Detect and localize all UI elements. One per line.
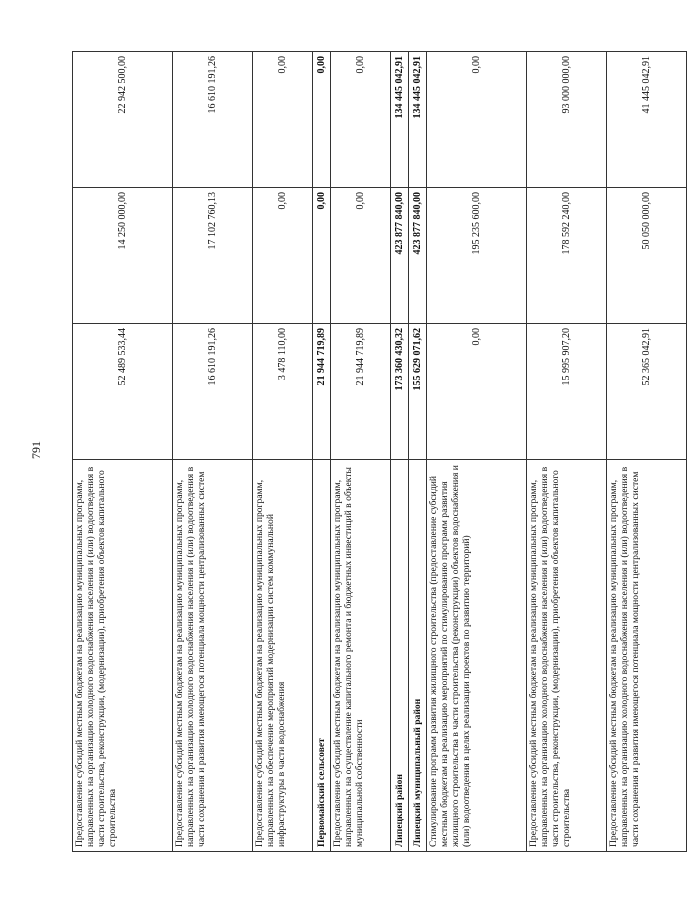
row-name-cell: Предоставление субсидий местным бюджетам на реализацию муниципальных программ, направленных на организацию холодного водоснабжения населения и (или) водоотведения в части строительства, реконструкции, (модернизации), приобретения объектов капитального строительства xyxy=(527,460,607,852)
value-col3-cell: 0,00 xyxy=(331,52,391,188)
table-row xyxy=(391,52,409,852)
value-col1-cell: 15 995 907,20 xyxy=(527,324,607,460)
value-col3-cell: 41 445 042,91 xyxy=(607,52,687,188)
rotated-page xyxy=(72,52,652,852)
value-col2-cell: 50 050 000,00 xyxy=(607,188,687,324)
value-col2-cell: 178 592 240,00 xyxy=(527,188,607,324)
value-col1-cell: 21 944 719,89 xyxy=(313,324,331,460)
row-name-cell: Липецкий муниципальный район xyxy=(409,460,427,852)
row-name-cell: Предоставление субсидий местным бюджетам на реализацию муниципальных программ, направленных на организацию холодного водоснабжения населения и (или) водоотведения в части сохранения и развития имеющегося потенциала мощности централизованных систем xyxy=(607,460,687,852)
value-col2-cell: 423 877 840,00 xyxy=(391,188,409,324)
table-row xyxy=(73,52,173,852)
value-col3-cell: 134 445 042,91 xyxy=(391,52,409,188)
table-row xyxy=(607,52,687,852)
value-col1-cell: 0,00 xyxy=(427,324,527,460)
table-row xyxy=(331,52,391,852)
table-row xyxy=(409,52,427,852)
row-name-cell: Первомайский сельсовет xyxy=(313,460,331,852)
value-col2-cell: 0,00 xyxy=(313,188,331,324)
row-name-cell: Предоставление субсидий местным бюджетам на реализацию муниципальных программ, направленных на обеспечение мероприятий модернизации систем коммунальной инфраструктуры в части водоснабжения xyxy=(253,460,313,852)
value-col1-cell: 52 365 042,91 xyxy=(607,324,687,460)
table-body xyxy=(73,52,687,852)
value-col2-cell: 0,00 xyxy=(331,188,391,324)
value-col1-cell: 16 610 191,26 xyxy=(173,324,253,460)
value-col2-cell: 17 102 760,13 xyxy=(173,188,253,324)
table-row xyxy=(313,52,331,852)
value-col1-cell: 21 944 719,89 xyxy=(331,324,391,460)
budget-table xyxy=(72,51,687,852)
value-col1-cell: 173 360 430,32 xyxy=(391,324,409,460)
value-col3-cell: 0,00 xyxy=(427,52,527,188)
value-col2-cell: 14 250 000,00 xyxy=(73,188,173,324)
value-col1-cell: 3 478 110,00 xyxy=(253,324,313,460)
value-col3-cell: 134 445 042,91 xyxy=(409,52,427,188)
value-col2-cell: 0,00 xyxy=(253,188,313,324)
value-col3-cell: 0,00 xyxy=(313,52,331,188)
row-name-cell: Предоставление субсидий местным бюджетам на реализацию муниципальных программ, направленных на осуществление капитального ремонта и бюджетных инвестиций в объекты муниципальной собственности xyxy=(331,460,391,852)
value-col1-cell: 52 489 533,44 xyxy=(73,324,173,460)
page-number: 791 xyxy=(29,441,43,459)
table-row xyxy=(427,52,527,852)
row-name-cell: Стимулирование программ развития жилищного строительства (предоставление субсидий местным бюджетам на реализацию мероприятий по стимулированию программ развития жилищного строительства в части строительства (реконструкции) объектов водоснабжения и (или) водоотведения в целях реализации проектов по развитию территорий) xyxy=(427,460,527,852)
row-name-cell: Предоставление субсидий местным бюджетам на реализацию муниципальных программ, направленных на организацию холодного водоснабжения населения и (или) водоотведения в части сохранения и развития имеющегося потенциала мощности централизованных систем xyxy=(173,460,253,852)
table-row xyxy=(253,52,313,852)
value-col3-cell: 93 000 000,00 xyxy=(527,52,607,188)
table-sheet xyxy=(72,52,652,852)
table-row xyxy=(173,52,253,852)
value-col3-cell: 0,00 xyxy=(253,52,313,188)
value-col2-cell: 195 235 600,00 xyxy=(427,188,527,324)
value-col3-cell: 22 942 500,00 xyxy=(73,52,173,188)
value-col1-cell: 155 629 071,62 xyxy=(409,324,427,460)
table-row xyxy=(527,52,607,852)
value-col2-cell: 423 877 840,00 xyxy=(409,188,427,324)
row-name-cell: Липецкий район xyxy=(391,460,409,852)
row-name-cell: Предоставление субсидий местным бюджетам на реализацию муниципальных программ, направленных на организацию холодного водоснабжения населения и (или) водоотведения в части строительства, реконструкции, (модернизации), приобретения объектов капитального строительства xyxy=(73,460,173,852)
value-col3-cell: 16 610 191,26 xyxy=(173,52,253,188)
